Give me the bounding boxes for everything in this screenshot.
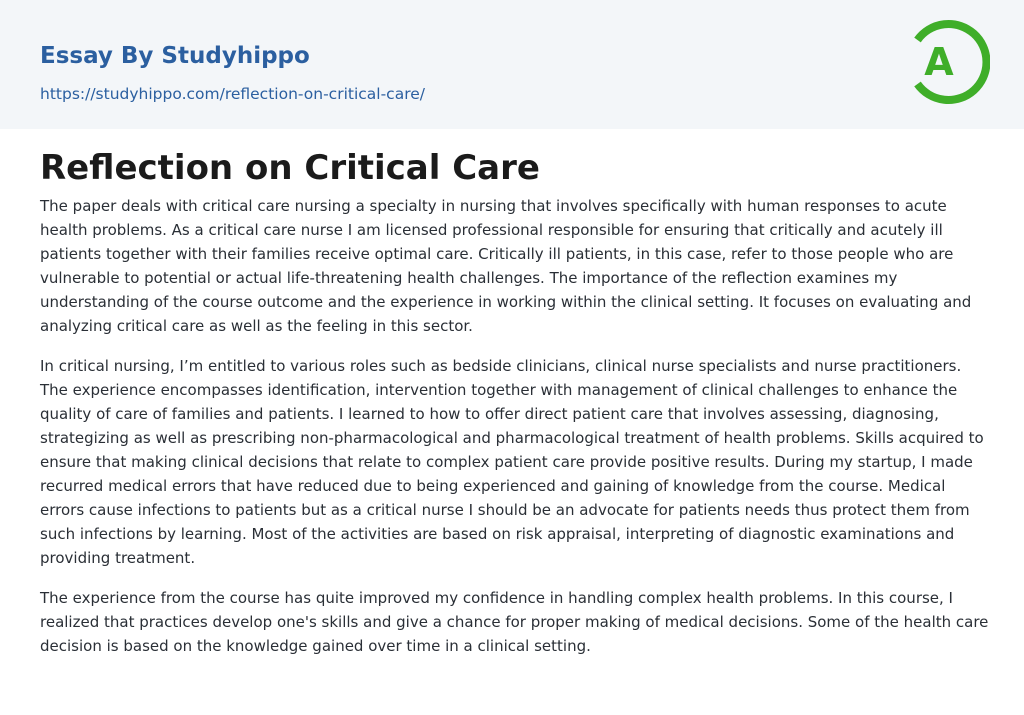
page-title: Reflection on Critical Care (40, 148, 540, 188)
paragraph: In critical nursing, I’m entitled to various roles such as bedside clinicians, clinical nurse specialists and nurse practitioners. The experience encompasses identification, intervention together with management of clinical challenges to enhance the quality of care of families and patients. I learned to how to offer direct patient care that involves assessing, diagnosing, strategizing as well as prescribing non-pharmacological and pharmacological treatment of health problems. Skills acquired to ensure that making clinical decisions that relate to complex patient care provide positive results. During my startup, I made recurred medical errors that have reduced due to being experienced and gaining of knowledge from the course. Medical errors cause infections to patients but as a critical nurse I should be an advocate for patients needs thus protect them from such infections by learning. Most of the activities are based on risk appraisal, interpreting of diagnostic examinations and providing treatment. (40, 357, 984, 567)
article-body (40, 194, 990, 674)
paragraph: The experience from the course has quite improved my confidence in handling complex health problems. In this course, I realized that practices develop one's skills and give a chance for proper making of medical decisions. Some of the health care decision is based on the knowledge gained over time in a clinical setting. (40, 589, 989, 655)
article-url-link[interactable]: https://studyhippo.com/reflection-on-critical-care/ (40, 85, 425, 103)
site-header (0, 0, 1024, 129)
paragraph: The paper deals with critical care nursing a specialty in nursing that involves specifically with human responses to acute health problems. As a critical care nurse I am licensed professional responsible for ensuring that critically and acutely ill patients together with their families receive optimal care. Critically ill patients, in this case, refer to those people who are vulnerable to potential or actual life-threatening health challenges. The importance of the reflection examines my understanding of the course outcome and the experience in working within the clinical setting. It focuses on evaluating and analyzing critical care as well as the feeling in this sector. (40, 197, 972, 335)
site-brand[interactable]: Essay By Studyhippo (40, 43, 310, 69)
logo-letter: A (924, 40, 954, 84)
studyhippo-logo-icon[interactable] (910, 18, 990, 106)
